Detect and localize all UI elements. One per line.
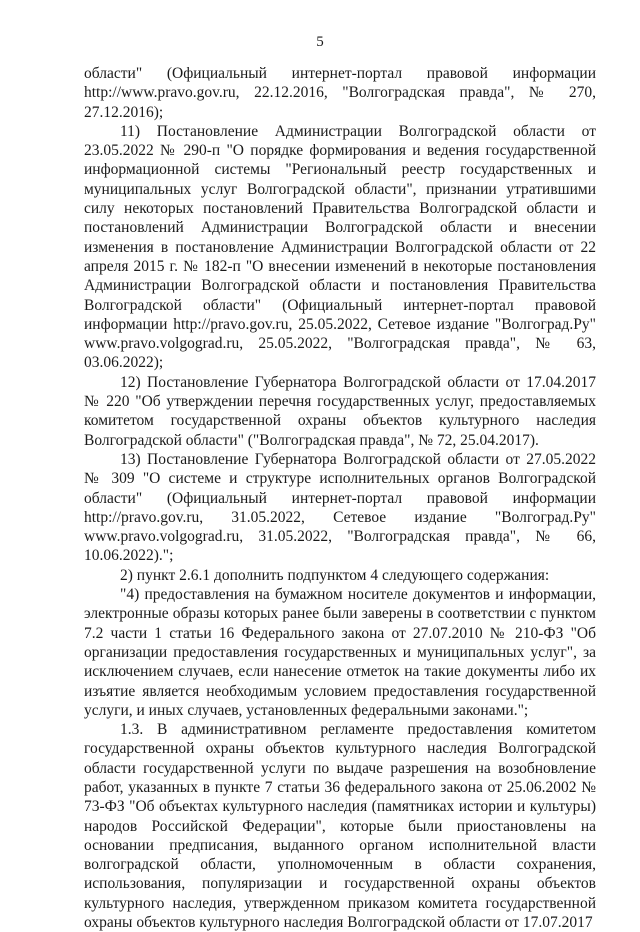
page-number: 5: [316, 34, 324, 50]
document-body: [84, 64, 596, 932]
paragraph-continuation: области" (Официальный интернет-портал правовой информации http://www.pravo.gov.ru, 22.12.2016, "Волгоградская правда", № 270, 27.12.2016);: [84, 65, 596, 121]
paragraph-subitem-4: "4) предоставления на бумажном носителе документов и информации, электронные образы которых ранее были заверены в соответствии с пунктом 7.2 части 1 статьи 16 Федерального закона от 27.07.2010 № 210-ФЗ "Об организации предоставления государственных и муниципальных услуг", за исключением случаев, если нанесение отметок на такие документы либо их изъятие является необходимым условием предоставления государственной услуги, и иных случаев, установленных федеральными законами.";: [84, 586, 596, 719]
paragraph-item-11: 11) Постановление Администрации Волгоградской области от 23.05.2022 № 290-п "О порядке формирования и ведения государственной информационной системы "Региональный реестр государственных и муниципальных услуг Волгоградской области", признании утратившими силу некоторых постановлений Правительства Волгоградской области и постановлений Администрации Волгоградской области и внесении изменения в постановление Администрации Волгоградской области от 22 апреля 2015 г. № 182-п "О внесении изменений в некоторые постановления Администрации Волгоградской области и постановления Правительства Волгоградской области" (Официальный интернет-портал правовой информации http://pravo.gov.ru, 25.05.2022, Сетевое издание "Волгоград.Ру" www.pravo.volgograd.ru, 25.05.2022, "Волгоградская правда", № 63, 03.06.2022);: [84, 122, 596, 372]
paragraph-item-12: 12) Постановление Губернатора Волгоградской области от 17.04.2017 № 220 "Об утверждении перечня государственных услуг, предоставляемых комитетом государственной охраны объектов культурного наследия Волгоградской области" ("Волгоградская правда", № 72, 25.04.2017).: [84, 373, 596, 449]
paragraph-item-13: 13) Постановление Губернатора Волгоградской области от 27.05.2022 № 309 "О системе и структуре исполнительных органов Волгоградской области" (Официальный интернет-портал правовой информации http://pravo.gov.ru, 31.05.2022, Сетевое издание "Волгоград.Ру" www.pravo.volgograd.ru, 31.05.2022, "Волгоградская правда", № 66, 10.06.2022).";: [84, 450, 596, 565]
paragraph-amendment-2: 2) пункт 2.6.1 дополнить подпунктом 4 следующего содержания:: [120, 566, 550, 584]
paragraph-section-1-3: 1.3. В административном регламенте предоставления комитетом государственной охраны объектов культурного наследия Волгоградской области государственной услуги по выдаче разрешения на возобновление работ, указанных в пункте 7 статьи 36 федерального закона от 25.06.2002 № 73-ФЗ "Об объектах культурного наследия (памятниках истории и культуры) народов Российской Федерации", которые были приостановлены на основании предписания, выданного органом исполнительной власти волгоградской области, уполномоченным в области сохранения, использования, популяризации и государственной охраны объектов культурного наследия, утвержденном приказом комитета государственной охраны объектов культурного наследия Волгоградской области от 17.07.2017: [84, 721, 596, 932]
